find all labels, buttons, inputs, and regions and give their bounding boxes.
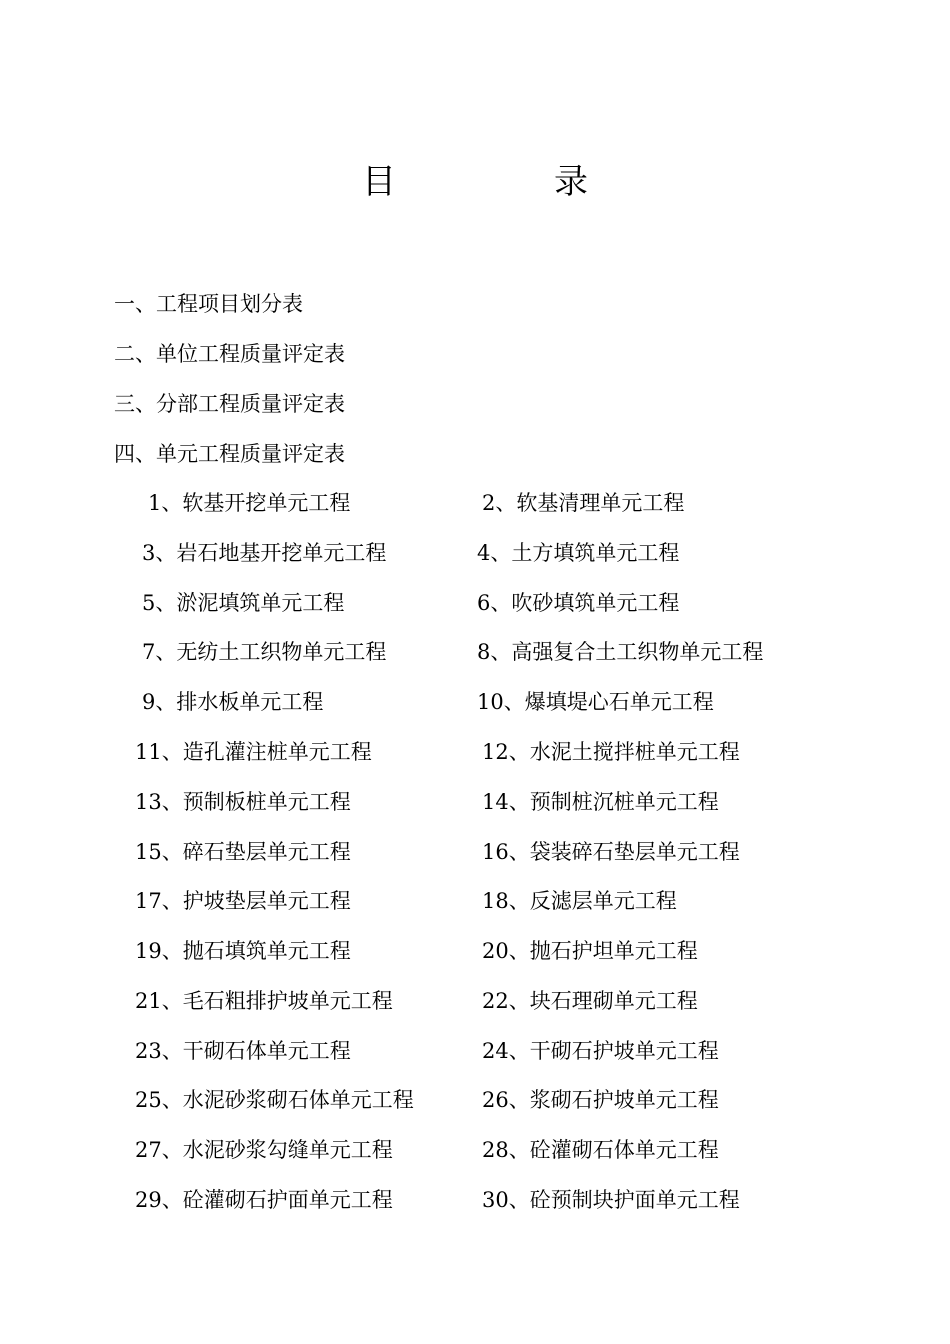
toc-item-25: 25、水泥砂浆砌石体单元工程 [135, 1088, 414, 1112]
toc-item-28: 28、砼灌砌石体单元工程 [482, 1138, 719, 1162]
toc-title [0, 160, 950, 204]
toc-section-2: 二、单位工程质量评定表 [114, 342, 345, 366]
toc-item-27: 27、水泥砂浆勾缝单元工程 [135, 1138, 393, 1162]
toc-item-21: 21、毛石粗排护坡单元工程 [135, 989, 393, 1013]
toc-section-4: 四、单元工程质量评定表 [114, 442, 345, 466]
toc-title-char-1: 目 [362, 162, 396, 202]
toc-item-13: 13、预制板桩单元工程 [135, 790, 351, 814]
toc-item-5: 5、淤泥填筑单元工程 [142, 591, 345, 615]
toc-item-20: 20、抛石护坦单元工程 [482, 939, 698, 963]
toc-item-14: 14、预制桩沉桩单元工程 [482, 790, 719, 814]
toc-item-30: 30、砼预制块护面单元工程 [482, 1188, 740, 1212]
toc-title-char-2: 录 [554, 162, 588, 202]
toc-item-22: 22、块石理砌单元工程 [482, 989, 698, 1013]
toc-item-2: 2、软基清理单元工程 [482, 491, 685, 515]
toc-section-3: 三、分部工程质量评定表 [114, 392, 345, 416]
toc-item-12: 12、水泥土搅拌桩单元工程 [482, 740, 740, 764]
toc-item-9: 9、排水板单元工程 [142, 690, 324, 714]
toc-section-1: 一、工程项目划分表 [114, 292, 303, 316]
toc-item-19: 19、抛石填筑单元工程 [135, 939, 351, 963]
toc-item-4: 4、土方填筑单元工程 [477, 541, 680, 565]
toc-item-15: 15、碎石垫层单元工程 [135, 840, 351, 864]
toc-item-7: 7、无纺土工织物单元工程 [142, 640, 387, 664]
toc-item-3: 3、岩石地基开挖单元工程 [142, 541, 387, 565]
toc-item-26: 26、浆砌石护坡单元工程 [482, 1088, 719, 1112]
toc-item-23: 23、干砌石体单元工程 [135, 1039, 351, 1063]
toc-item-29: 29、砼灌砌石护面单元工程 [135, 1188, 393, 1212]
toc-item-10: 10、爆填堤心石单元工程 [477, 690, 714, 714]
toc-item-8: 8、高强复合土工织物单元工程 [477, 640, 764, 664]
toc-item-1: 1、软基开挖单元工程 [148, 491, 351, 515]
toc-item-6: 6、吹砂填筑单元工程 [477, 591, 680, 615]
toc-item-11: 11、造孔灌注桩单元工程 [135, 740, 372, 764]
toc-item-18: 18、反滤层单元工程 [482, 889, 677, 913]
toc-item-16: 16、袋装碎石垫层单元工程 [482, 840, 740, 864]
toc-item-24: 24、干砌石护坡单元工程 [482, 1039, 719, 1063]
toc-item-17: 17、护坡垫层单元工程 [135, 889, 351, 913]
